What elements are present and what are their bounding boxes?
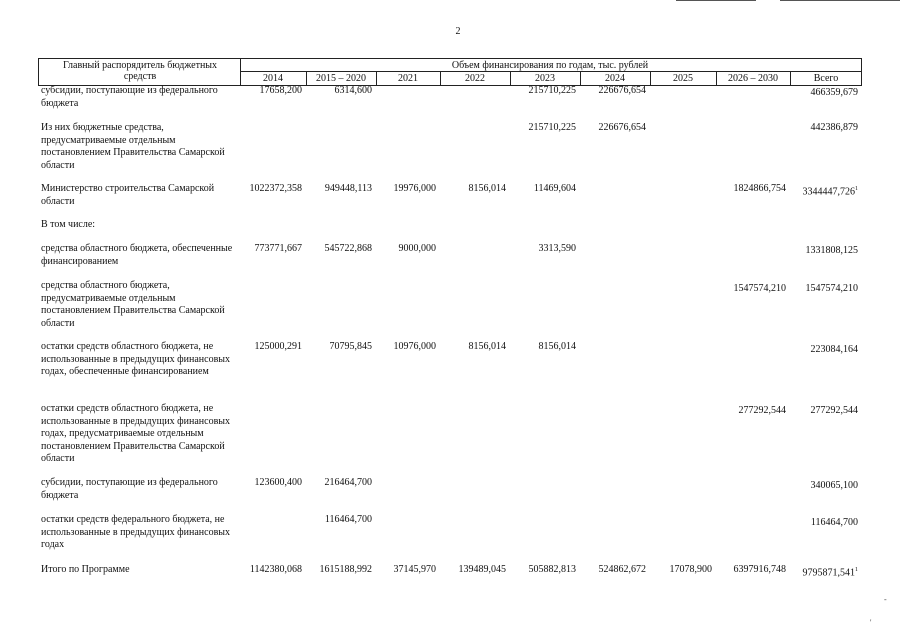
cell-2026-2030: 1547574,210 — [733, 283, 786, 294]
cell-total-value: 9795871,541 — [802, 567, 855, 579]
cell-2021: 9000,000 — [398, 243, 436, 254]
header-year-2022: 2022 — [465, 73, 485, 84]
cell-total — [790, 517, 858, 529]
cell-total — [790, 87, 858, 99]
cell-2025: 17078,900 — [669, 564, 712, 575]
cell-2015-2020: 216464,700 — [324, 477, 372, 488]
top-rule-right — [780, 0, 900, 1]
row-label: средства областного бюджета, предусматриваемые отдельным постановлением Правительства Самарской области — [41, 280, 225, 329]
cell-2015-2020: 949448,113 — [324, 183, 372, 194]
cell-2023: 215710,225 — [528, 122, 576, 133]
cell-2023: 505882,813 — [528, 564, 576, 575]
cell-2014: 773771,667 — [254, 243, 302, 254]
cell-2014: 123600,400 — [254, 477, 302, 488]
cell-2021: 10976,000 — [393, 341, 436, 352]
row-label: Из них бюджетные средства, предусматриваемые отдельным постановлением Правительства Самарской области — [41, 122, 225, 171]
cell-total — [790, 122, 858, 134]
row-label: Министерство строительства Самарской области — [41, 183, 215, 207]
page-number: 2 — [455, 26, 461, 37]
header-total: Всего — [813, 73, 839, 84]
cell-2023: 8156,014 — [538, 341, 576, 352]
cell-2024: 524862,672 — [598, 564, 646, 575]
cell-total-value: 1331808,125 — [805, 245, 858, 256]
scan-mark: ' — [870, 618, 872, 627]
header-year-2025: 2025 — [673, 73, 693, 84]
cell-total-value: 3344447,726 — [802, 186, 855, 198]
cell-2014: 1022372,358 — [249, 183, 302, 194]
cell-2026-2030: 6397916,748 — [733, 564, 786, 575]
cell-2015-2020: 545722,868 — [324, 243, 372, 254]
row-label: В том числе: — [41, 219, 96, 230]
row-label: субсидии, поступающие из федерального бюджета — [41, 477, 218, 501]
cell-total — [790, 245, 858, 257]
row-label: остатки средств областного бюджета, не использованные в предыдущих финансовых годах, обеспеченные финансированием — [41, 341, 231, 377]
cell-2015-2020: 6314,600 — [334, 85, 372, 96]
cell-total — [790, 283, 858, 295]
cell-total — [790, 183, 858, 198]
row-label: средства областного бюджета, обеспеченные финансированием — [41, 243, 233, 267]
cell-2014: 17658,200 — [259, 85, 302, 96]
cell-total-value: 442386,879 — [810, 122, 858, 133]
cell-total-value: 1547574,210 — [805, 283, 858, 294]
header-year-2021: 2021 — [398, 73, 418, 84]
header-year-2015-2020: 2015 – 2020 — [316, 73, 366, 84]
footnote-mark: 1 — [855, 567, 858, 573]
row-label: субсидии, поступающие из федерального бюджета — [41, 85, 218, 109]
header-group-title: Объем финансирования по годам, тыс. рублей — [451, 60, 649, 71]
cell-total-value: 277292,544 — [810, 405, 858, 416]
cell-total-value: 116464,700 — [810, 517, 858, 528]
cell-2014: 1142380,068 — [249, 564, 302, 575]
cell-2015-2020: 70795,845 — [329, 341, 372, 352]
header-year-2023: 2023 — [535, 73, 555, 84]
cell-2023: 3313,590 — [538, 243, 576, 254]
cell-2022: 8156,014 — [468, 341, 506, 352]
cell-total-value: 223084,164 — [810, 344, 858, 355]
top-rule-left — [676, 0, 756, 1]
cell-2023: 215710,225 — [528, 85, 576, 96]
cell-2022: 8156,014 — [468, 183, 506, 194]
header-year-2026-2030: 2026 – 2030 — [728, 73, 778, 84]
cell-total — [790, 564, 858, 579]
cell-total — [790, 344, 858, 356]
cell-2015-2020: 116464,700 — [324, 514, 372, 525]
header-year-2024: 2024 — [605, 73, 625, 84]
cell-2021: 37145,970 — [393, 564, 436, 575]
cell-2026-2030: 1824866,754 — [733, 183, 786, 194]
row-label: остатки средств федерального бюджета, не использованные в предыдущих финансовых годах — [41, 514, 231, 550]
cell-total — [790, 480, 858, 492]
cell-total — [790, 405, 858, 417]
cell-2015-2020: 1615188,992 — [319, 564, 372, 575]
cell-total-value: 340065,100 — [810, 480, 858, 491]
cell-2024: 226676,654 — [598, 85, 646, 96]
cell-2021: 19976,000 — [393, 183, 436, 194]
scan-mark: - — [884, 595, 887, 604]
cell-total-value: 466359,679 — [810, 87, 858, 98]
header-year-2014: 2014 — [263, 73, 283, 84]
cell-2014: 125000,291 — [254, 341, 302, 352]
row-label: остатки средств областного бюджета, не использованные в предыдущих финансовых годах, предусматриваемые отдельным постановлением Правительства Самарской области — [41, 403, 231, 464]
cell-2022: 139489,045 — [458, 564, 506, 575]
header-subrule — [240, 71, 862, 72]
cell-2024: 226676,654 — [598, 122, 646, 133]
header-left-title: Главный распорядитель бюджетных средств — [62, 60, 218, 82]
cell-2026-2030: 277292,544 — [738, 405, 786, 416]
cell-2023: 11469,604 — [533, 183, 576, 194]
row-label: Итого по Программе — [41, 564, 130, 575]
footnote-mark: 1 — [855, 186, 858, 192]
